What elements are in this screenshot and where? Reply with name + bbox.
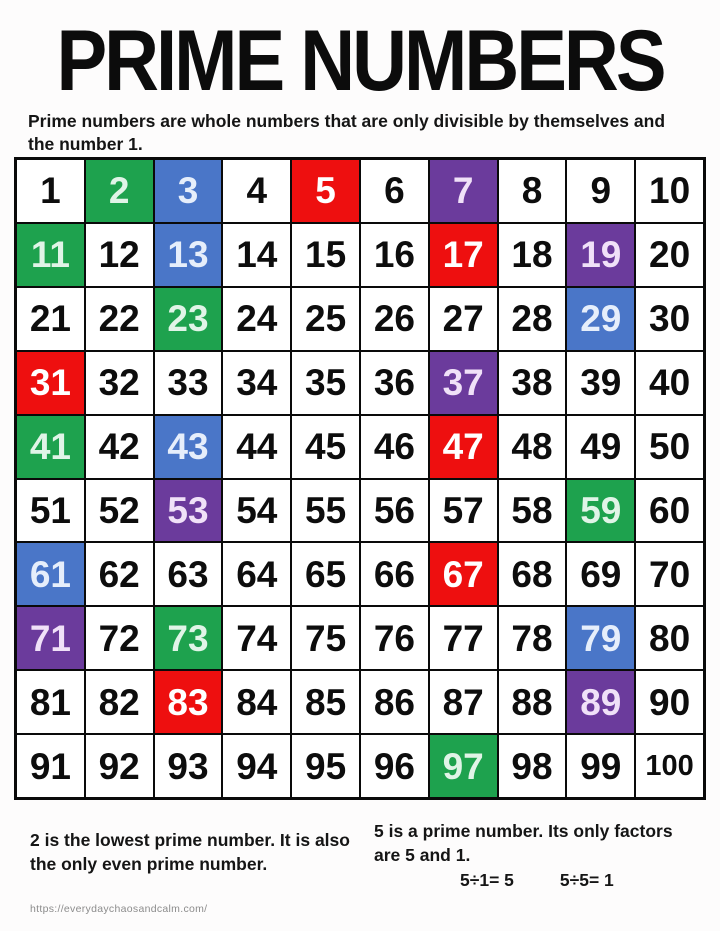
grid-cell-94: 94 — [222, 734, 291, 798]
grid-cell-prime-73: 73 — [154, 606, 223, 670]
grid-cell-93: 93 — [154, 734, 223, 798]
note-five-prime: 5 is a prime number. Its only factors are 5 and 1. — [374, 821, 673, 865]
grid-cell-prime-67: 67 — [429, 542, 498, 606]
grid-cell-56: 56 — [360, 479, 429, 543]
grid-cell-prime-17: 17 — [429, 223, 498, 287]
grid-cell-87: 87 — [429, 670, 498, 734]
grid-cell-85: 85 — [291, 670, 360, 734]
grid-cell-9: 9 — [566, 159, 635, 223]
grid-cell-prime-37: 37 — [429, 351, 498, 415]
grid-cell-48: 48 — [498, 415, 567, 479]
grid-cell-52: 52 — [85, 479, 154, 543]
grid-cell-55: 55 — [291, 479, 360, 543]
grid-cell-15: 15 — [291, 223, 360, 287]
grid-cell-prime-59: 59 — [566, 479, 635, 543]
equation-five-div-one: 5÷1= 5 — [460, 870, 514, 891]
grid-cell-42: 42 — [85, 415, 154, 479]
grid-cell-10: 10 — [635, 159, 704, 223]
note-five-wrap — [374, 820, 694, 891]
grid-cell-prime-19: 19 — [566, 223, 635, 287]
grid-cell-69: 69 — [566, 542, 635, 606]
grid-cell-prime-2: 2 — [85, 159, 154, 223]
grid-cell-68: 68 — [498, 542, 567, 606]
grid-cell-95: 95 — [291, 734, 360, 798]
grid-cell-72: 72 — [85, 606, 154, 670]
grid-cell-prime-11: 11 — [16, 223, 85, 287]
grid-cell-96: 96 — [360, 734, 429, 798]
grid-cell-54: 54 — [222, 479, 291, 543]
grid-cell-64: 64 — [222, 542, 291, 606]
grid-cell-84: 84 — [222, 670, 291, 734]
grid-cell-34: 34 — [222, 351, 291, 415]
grid-cell-90: 90 — [635, 670, 704, 734]
source-url: https://everydaychaosandcalm.com/ — [30, 903, 208, 915]
grid-cell-prime-89: 89 — [566, 670, 635, 734]
grid-cell-45: 45 — [291, 415, 360, 479]
grid-cell-35: 35 — [291, 351, 360, 415]
grid-cell-prime-47: 47 — [429, 415, 498, 479]
grid-cell-32: 32 — [85, 351, 154, 415]
page-title: PRIME NUMBERS — [56, 12, 664, 110]
grid-cell-20: 20 — [635, 223, 704, 287]
grid-cell-70: 70 — [635, 542, 704, 606]
grid-cell-88: 88 — [498, 670, 567, 734]
grid-cell-80: 80 — [635, 606, 704, 670]
grid-cell-12: 12 — [85, 223, 154, 287]
division-equations — [374, 870, 694, 891]
grid-cell-60: 60 — [635, 479, 704, 543]
grid-cell-81: 81 — [16, 670, 85, 734]
grid-cell-prime-83: 83 — [154, 670, 223, 734]
grid-cell-62: 62 — [85, 542, 154, 606]
grid-cell-76: 76 — [360, 606, 429, 670]
grid-cell-57: 57 — [429, 479, 498, 543]
grid-cell-prime-3: 3 — [154, 159, 223, 223]
grid-cell-prime-97: 97 — [429, 734, 498, 798]
grid-cell-86: 86 — [360, 670, 429, 734]
grid-cell-22: 22 — [85, 287, 154, 351]
grid-cell-prime-7: 7 — [429, 159, 498, 223]
number-grid — [14, 157, 706, 800]
equation-five-div-five: 5÷5= 1 — [559, 870, 614, 891]
grid-cell-26: 26 — [360, 287, 429, 351]
grid-cell-33: 33 — [154, 351, 223, 415]
grid-cell-40: 40 — [635, 351, 704, 415]
grid-cell-98: 98 — [498, 734, 567, 798]
grid-cell-prime-53: 53 — [154, 479, 223, 543]
grid-cell-49: 49 — [566, 415, 635, 479]
grid-cell-1: 1 — [16, 159, 85, 223]
grid-cell-77: 77 — [429, 606, 498, 670]
grid-cell-prime-43: 43 — [154, 415, 223, 479]
grid-cell-prime-79: 79 — [566, 606, 635, 670]
grid-cell-24: 24 — [222, 287, 291, 351]
grid-cell-6: 6 — [360, 159, 429, 223]
grid-cell-27: 27 — [429, 287, 498, 351]
grid-cell-99: 99 — [566, 734, 635, 798]
grid-cell-75: 75 — [291, 606, 360, 670]
grid-cell-prime-23: 23 — [154, 287, 223, 351]
grid-cell-51: 51 — [16, 479, 85, 543]
note-lowest-prime: 2 is the lowest prime number. It is also the only even prime number. — [30, 830, 350, 874]
grid-cell-prime-71: 71 — [16, 606, 85, 670]
grid-cell-100: 100 — [635, 734, 704, 798]
footnotes — [30, 820, 695, 891]
grid-cell-4: 4 — [222, 159, 291, 223]
grid-cell-28: 28 — [498, 287, 567, 351]
grid-cell-18: 18 — [498, 223, 567, 287]
grid-cell-39: 39 — [566, 351, 635, 415]
subtitle-text: Prime numbers are whole numbers that are only divisible by themselves and the number 1. — [28, 111, 666, 154]
grid-cell-16: 16 — [360, 223, 429, 287]
grid-cell-prime-61: 61 — [16, 542, 85, 606]
grid-cell-prime-29: 29 — [566, 287, 635, 351]
grid-cell-38: 38 — [498, 351, 567, 415]
grid-cell-36: 36 — [360, 351, 429, 415]
grid-cell-46: 46 — [360, 415, 429, 479]
grid-cell-30: 30 — [635, 287, 704, 351]
grid-cell-44: 44 — [222, 415, 291, 479]
grid-cell-21: 21 — [16, 287, 85, 351]
grid-cell-65: 65 — [291, 542, 360, 606]
grid-cell-92: 92 — [85, 734, 154, 798]
grid-cell-prime-31: 31 — [16, 351, 85, 415]
grid-cell-91: 91 — [16, 734, 85, 798]
grid-cell-25: 25 — [291, 287, 360, 351]
grid-cell-8: 8 — [498, 159, 567, 223]
grid-cell-82: 82 — [85, 670, 154, 734]
grid-cell-14: 14 — [222, 223, 291, 287]
grid-cell-prime-41: 41 — [16, 415, 85, 479]
grid-cell-74: 74 — [222, 606, 291, 670]
grid-cell-58: 58 — [498, 479, 567, 543]
grid-cell-prime-5: 5 — [291, 159, 360, 223]
grid-cell-78: 78 — [498, 606, 567, 670]
grid-cell-50: 50 — [635, 415, 704, 479]
grid-cell-prime-13: 13 — [154, 223, 223, 287]
grid-cell-63: 63 — [154, 542, 223, 606]
grid-cell-66: 66 — [360, 542, 429, 606]
